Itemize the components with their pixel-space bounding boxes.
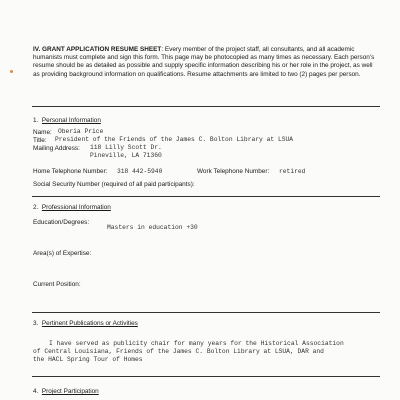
work-phone-value: retired xyxy=(279,168,306,175)
divider-top xyxy=(32,106,380,107)
form-header xyxy=(33,46,379,79)
section-3-heading: 3. Pertinent Publications or Activities xyxy=(33,320,138,327)
name-value: Oberia Price xyxy=(58,128,104,135)
activities-line-1: I have served as publicity chair for many years for the Historical Association xyxy=(49,340,344,347)
section-4-heading: 4. Project Participation xyxy=(33,388,99,395)
title-value: President of the Friends of the James C. Bolton Library at LSUA xyxy=(55,136,294,143)
home-phone-label: Home Telephone Number: xyxy=(33,168,108,175)
address-line-1: 118 Lilly Scott Dr. xyxy=(90,144,162,151)
education-value: Masters in education +30 xyxy=(107,224,198,231)
education-label: Education/Degrees: xyxy=(33,219,90,226)
form-instructions: : Every member of the project staff, all consultants, and all academic humanists must complete and sign this form. This page may be photocopied as many times as necessary. Each person's resume should be as detailed as possible and supply specific information describing his or her role in the project, as well as providing background information on qualifications. Resume attachments are limited to two (2) pages per person. xyxy=(33,46,375,78)
section-1-heading: 1. Personal Information xyxy=(33,117,101,124)
work-phone-label: Work Telephone Number: xyxy=(197,168,270,175)
ssn-label: Social Security Number (required of all paid participants): xyxy=(33,181,195,188)
home-phone-value: 318 442-5940 xyxy=(117,168,163,175)
divider-3 xyxy=(32,376,380,377)
form-title: IV. GRANT APPLICATION RESUME SHEET xyxy=(33,46,162,53)
address-line-2: Pineville, LA 71360 xyxy=(90,152,162,159)
expertise-label: Area(s) of Expertise: xyxy=(33,250,92,257)
margin-mark xyxy=(10,70,13,73)
name-label: Name: xyxy=(33,129,52,136)
activities-line-3: the HACL Spring Tour of Homes xyxy=(33,356,143,363)
divider-2 xyxy=(32,312,380,313)
divider-1 xyxy=(32,196,380,197)
title-label: Title: xyxy=(33,137,47,144)
section-2-heading: 2. Professional Information xyxy=(33,204,111,211)
mailing-address-label: Mailing Address: xyxy=(33,145,80,152)
activities-line-2: of Central Louisiana, Friends of the James C. Bolton Library at LSUA, DAR and xyxy=(33,348,324,355)
current-position-label: Current Position: xyxy=(33,281,81,288)
